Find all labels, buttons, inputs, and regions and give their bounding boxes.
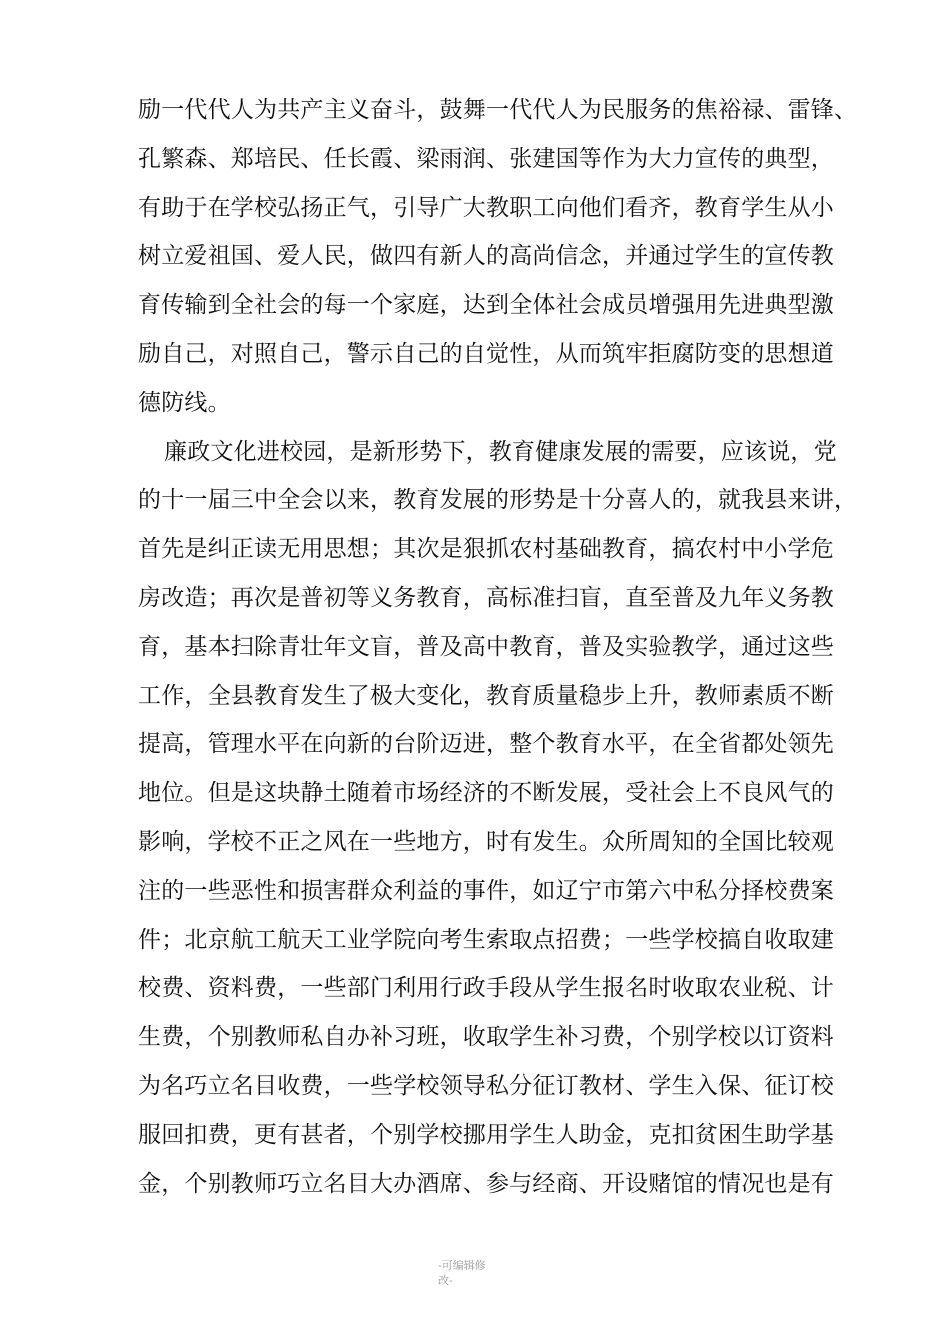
paragraph-line: 地位。但是这块静土随着市场经济的不断发展，受社会上不良风气的: [138, 780, 834, 807]
footer-line: -可编辑修: [438, 1259, 486, 1272]
paragraph-line: 房改造；再次是普初等义务教育，高标准扫盲，直至普及九年义务教: [138, 584, 834, 611]
paragraph-line: 工作，全县教育发生了极大变化，教育质量稳步上升，教师素质不断: [138, 682, 834, 709]
footer-line: 改-: [438, 1274, 453, 1287]
paragraph-line: 首先是纠正读无用思想；其次是狠抓农村基础教育，搞农村中小学危: [138, 536, 834, 563]
paragraph-line: 有助于在学校弘扬正气，引导广大教职工向他们看齐，教育学生从小: [138, 194, 834, 221]
paragraph-line: 孔繁森、郑培民、任长霞、梁雨润、张建国等作为大力宣传的典型，: [138, 145, 834, 172]
document-body: [138, 86, 858, 1208]
paragraph-line: 励自己，对照自己，警示自己的自觉性，从而筑牢拒腐防变的思想道: [138, 340, 834, 367]
paragraph-line: 育传输到全社会的每一个家庭，达到全体社会成员增强用先进典型激: [138, 292, 834, 319]
page-footer: [438, 1258, 518, 1288]
paragraph-line: 金，个别教师巧立名目大办酒席、参与经商、开设赌馆的情况也是有: [138, 1170, 834, 1197]
paragraph-line: 树立爱祖国、爱人民，做四有新人的高尚信念，并通过学生的宣传教: [138, 243, 834, 270]
paragraph-line: 提高，管理水平在向新的台阶迈进，整个教育水平，在全省都处领先: [138, 731, 834, 758]
paragraph-line: 影响，学校不正之风在一些地方，时有发生。众所周知的全国比较观: [138, 828, 834, 855]
paragraph-line: 的十一届三中全会以来，教育发展的形势是十分喜人的，就我县来讲，: [138, 487, 858, 514]
paragraph-line: 生费，个别教师私自办补习班，收取学生补习费，个别学校以订资料: [138, 1024, 834, 1051]
paragraph-line: 育，基本扫除青壮年文盲，普及高中教育，普及实验教学，通过这些: [138, 633, 834, 660]
paragraph-line: 德防线。: [138, 389, 231, 416]
paragraph-line: 为名巧立名目收费，一些学校领导私分征订教材、学生入保、征订校: [138, 1072, 834, 1099]
paragraph-line: 校费、资料费，一些部门利用行政手段从学生报名时收取农业税、计: [138, 975, 834, 1002]
paragraph-line: 服回扣费，更有甚者，个别学校挪用学生人助金，克扣贫困生助学基: [138, 1121, 834, 1148]
paragraph-line: 注的一些恶性和损害群众利益的事件，如辽宁市第六中私分择校费案: [138, 877, 834, 904]
paragraph-line: 励一代代人为共产主义奋斗，鼓舞一代代人为民服务的焦裕禄、雷锋、: [138, 97, 858, 123]
paragraph-line: 廉政文化进校园，是新形势下，教育健康发展的需要，应该说，党: [164, 438, 837, 465]
paragraph-line: 件；北京航工航天工业学院向考生索取点招费；一些学校搞自收取建: [138, 926, 834, 953]
paragraph-2: [138, 428, 858, 1209]
paragraph-1: [138, 86, 858, 428]
